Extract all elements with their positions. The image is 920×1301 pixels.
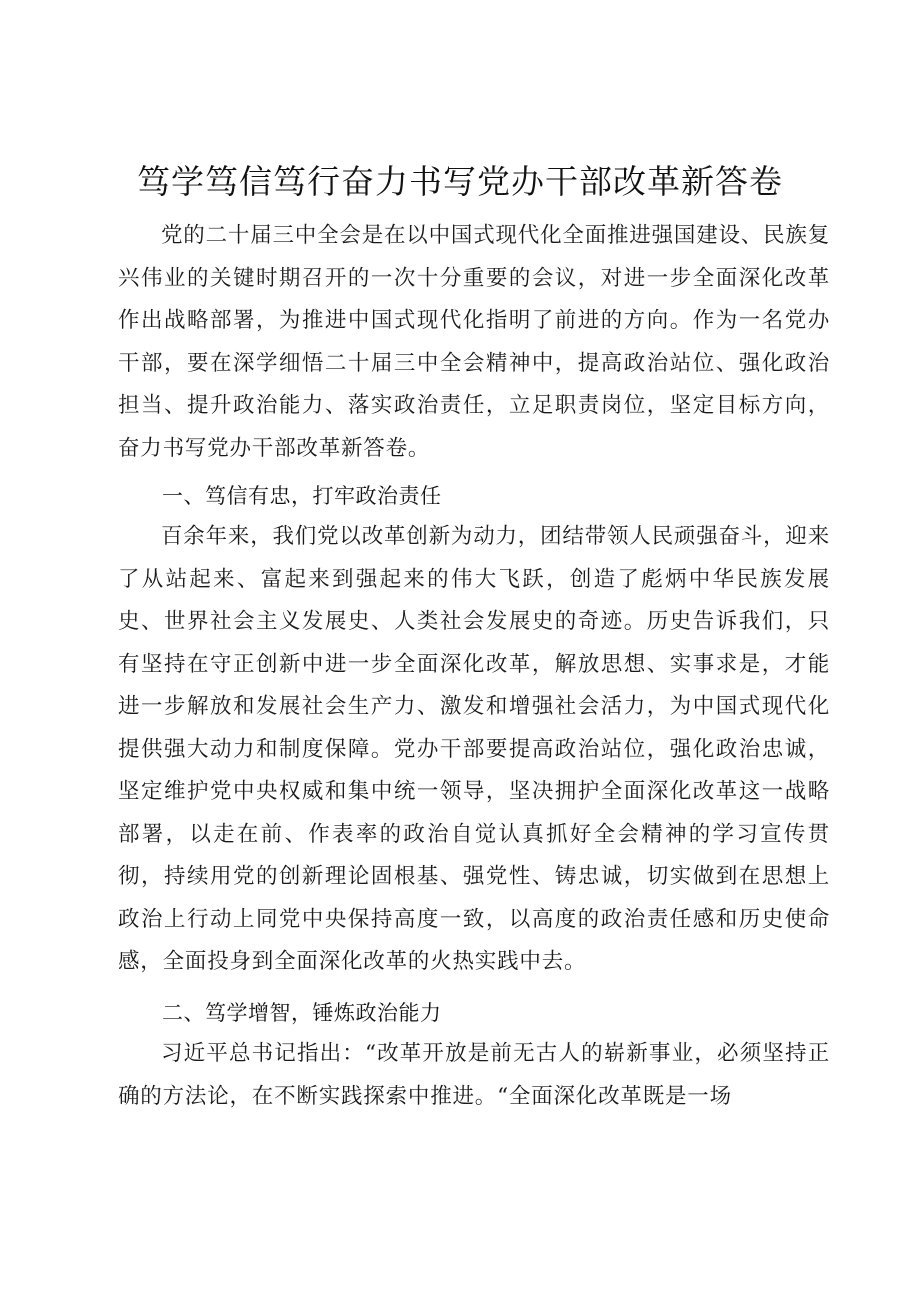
section-heading-2: 二、笃学增智，锤炼政治能力 <box>162 1001 442 1025</box>
section-heading-1: 一、笃信有忠，打牢政治责任 <box>162 484 442 508</box>
section-1-paragraph: 百余年来，我们党以改革创新为动力，团结带领人民顽强奋斗，迎来了从站起来、富起来到强起来的伟大飞跃，创造了彪炳中华民族发展史、世界社会主义发展史、人类社会发展史的奇迹。历史告诉我们，只有坚持在守正创新中进一步全面深化改革，解放思想、实事求是，才能进一步解放和发展社会生产力、激发和增强社会活力，为中国式现代化提供强大动力和制度保障。党办干部要提高政治站位，强化政治忠诚，坚定维护党中央权威和集中统一领导，坚决拥护全面深化改革这一战略部署，以走在前、作表率的政治自觉认真抓好全会精神的学习宣传贯彻，持续用党的创新理论固根基、强党性、铸忠诚，切实做到在思想上政治上行动上同党中央保持高度一致，以高度的政治责任感和历史使命感，全面投身到全面深化改革的火热实践中去。 <box>118 524 831 974</box>
document-title: 笃学笃信笃行奋力书写党办干部改革新答卷 <box>137 162 783 201</box>
intro-paragraph: 党的二十届三中全会是在以中国式现代化全面推进强国建设、民族复兴伟业的关键时期召开的一次十分重要的会议，对进一步全面深化改革作出战略部署，为推进中国式现代化指明了前进的方向。作为一名党办干部，要在深学细悟二十届三中全会精神中，提高政治站位、强化政治担当、提升政治能力、落实政治责任，立足职责岗位，坚定目标方向，奋力书写党办干部改革新答卷。 <box>118 223 831 461</box>
section-2-paragraph: 习近平总书记指出：“改革开放是前无古人的崭新事业，必须坚持正确的方法论，在不断实践探索中推进。“全面深化改革既是一场 <box>118 1041 830 1109</box>
